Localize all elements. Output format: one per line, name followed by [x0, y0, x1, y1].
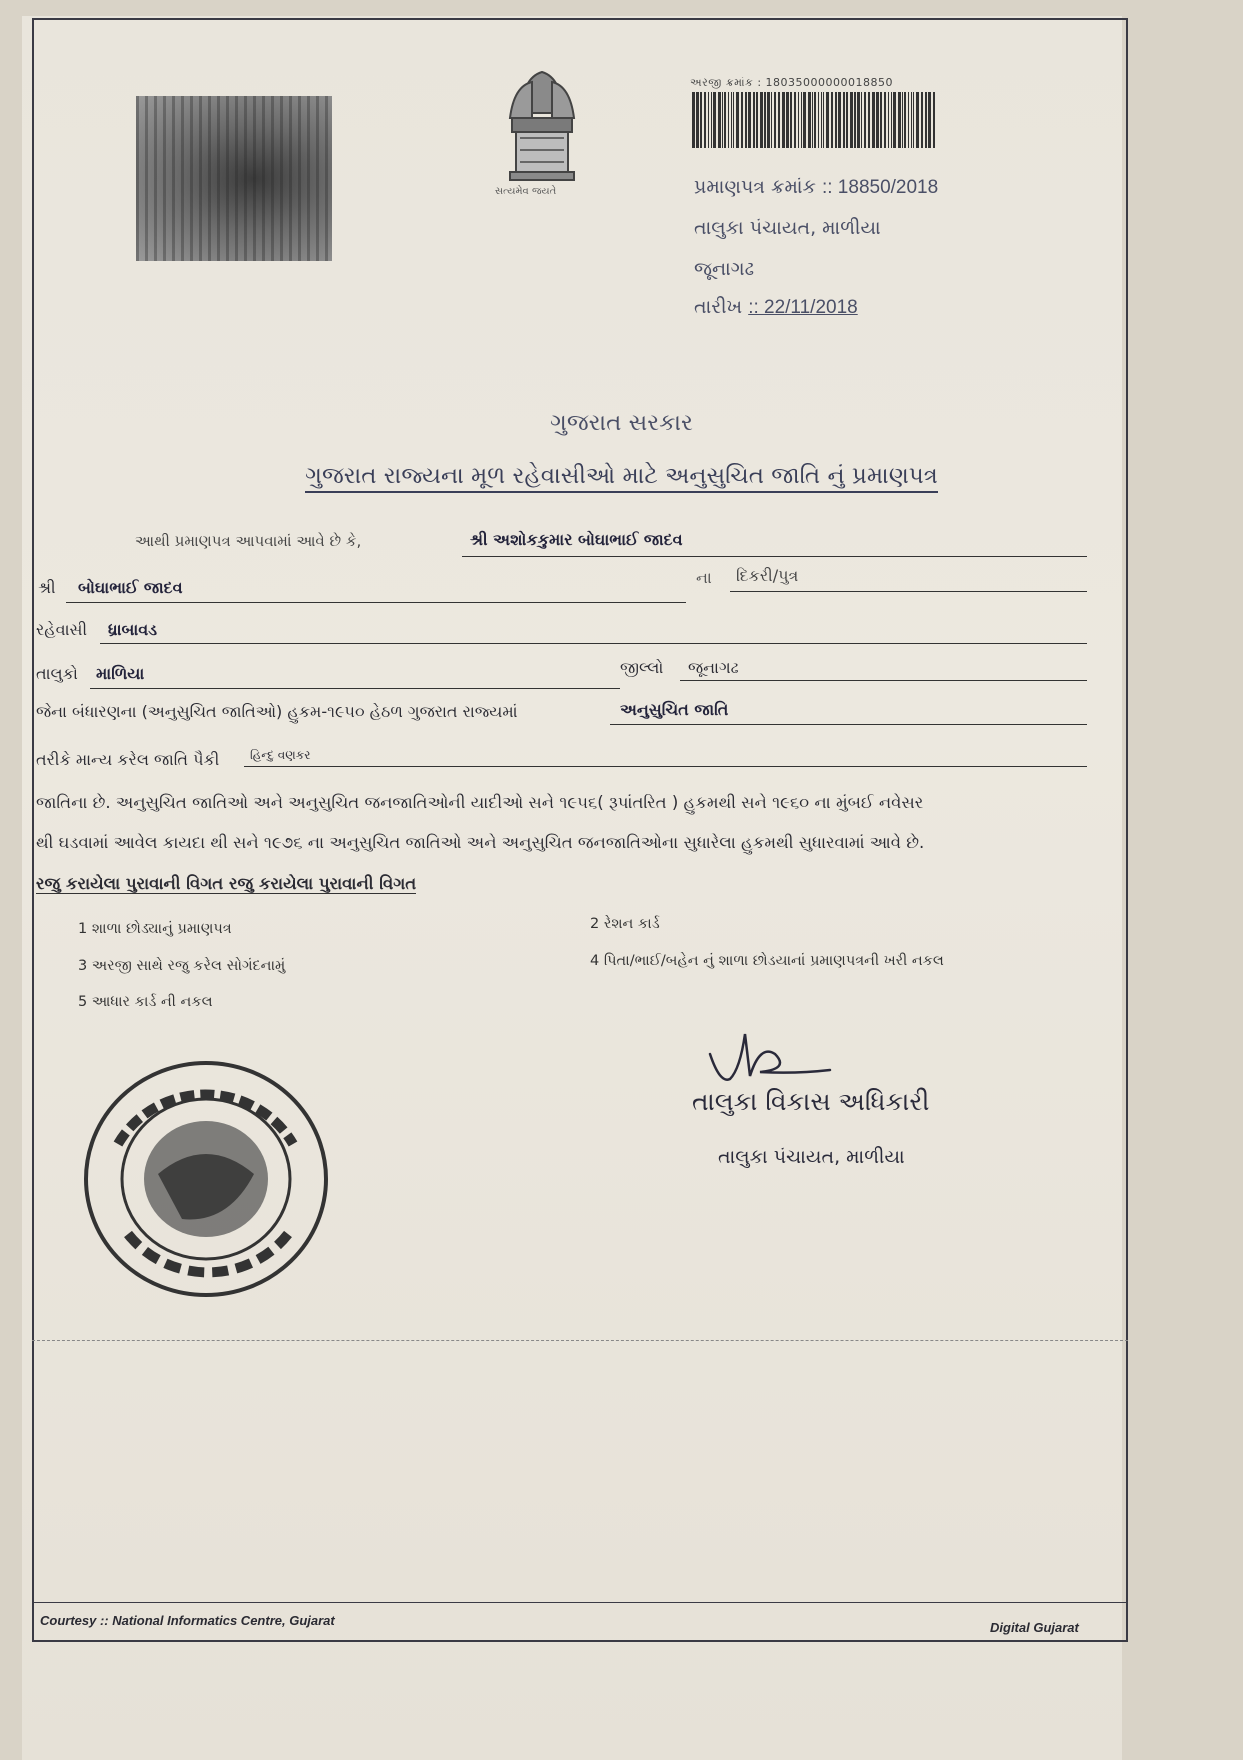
certificate-number-value: :: 18850/2018 — [821, 177, 939, 198]
issue-date — [694, 296, 858, 319]
category-line — [610, 724, 1087, 725]
officer-office: તાલુકા પંચાયત, માળીયા — [718, 1146, 905, 1168]
document-item: 5 આધાર કાર્ડ ની નકલ — [78, 994, 213, 1010]
applicant-photo — [136, 96, 332, 261]
document-item: 4 પિતા/ભાઈ/બહેન નું શાળા છોડયાનાં પ્રમાણપત્રની ખરી નકલ — [590, 953, 944, 969]
relation-value: દિકરી/પુત્ર — [736, 566, 799, 585]
footer-courtesy: Courtesy :: National Informatics Centre, Gujarat — [40, 1613, 335, 1628]
barcode-icon — [690, 92, 936, 148]
certificate-title — [0, 463, 1243, 489]
category-value: અનુસુચિત જાતિ — [620, 700, 729, 719]
taluka-value: માળિયા — [96, 664, 145, 683]
documents-heading — [36, 874, 416, 894]
section-divider — [32, 1340, 1128, 1341]
document-item: 3 અરજી સાથે રજુ કરેલ સોગંદનામું — [78, 958, 286, 974]
certificate-number — [694, 176, 938, 199]
constitution-text: જેના બંધારણના (અનુસુચિત જાતિઓ) હુકમ-૧૯૫૦ હેઠળ ગુજરાત રાજ્યમાં — [36, 702, 518, 721]
issue-date-label: તારીખ — [694, 296, 743, 318]
intro-text: આથી પ્રમાણપત્ર આપવામાં આવે છે કે, — [135, 532, 362, 550]
paragraph-line-1: જાતિના છે. અનુસુચિત જાતિઓ અને અનુસુચિત જનજાતિઓની યાદીઓ સને ૧૯૫૬( રૂપાંતરિત ) હુકમથી સને ૧૯૬૦ ના મુંબઈ નવેસર — [36, 793, 924, 812]
officer-designation: તાલુકા વિકાસ અધિકારી — [692, 1087, 930, 1116]
government-title: ગુજરાત સરકાર — [550, 410, 693, 436]
paragraph-line-2: થી ઘડવામાં આવેલ કાયદા થી સને ૧૯૭૬ ના અનુસુચિત જાતિઓ અને અનુસુચિત જનજાતિઓના સુધારેલા હુકમથી સુધારવામાં આવે છે. — [36, 833, 925, 852]
document-item: 1 શાળા છોડ્યાનું પ્રમાણપત્ર — [78, 921, 232, 937]
barcode-label: અરજી ક્રમાંક : 18035000000018850 — [690, 76, 894, 89]
caste-label: તરીકે માન્ય કરેલ જાતિ પૈકી — [36, 750, 220, 769]
district-label: જીલ્લો — [620, 658, 664, 677]
emblem-caption: સત્યમેવ જયતે — [495, 186, 557, 197]
applicant-line — [462, 556, 1087, 557]
caste-line — [244, 766, 1087, 767]
relation-line — [730, 591, 1087, 592]
official-seal-icon — [78, 1054, 333, 1304]
issue-date-value: :: 22/11/2018 — [748, 297, 858, 318]
resident-value: ધ્રાબાવડ — [108, 620, 158, 639]
resident-line — [100, 643, 1087, 644]
certificate-title-text: ગુજરાત રાજ્યના મૂળ રહેવાસીઓ માટે અનુસુચિત જાતિ નું પ્રમાણપત્ર — [305, 463, 938, 493]
certificate-number-label: પ્રમાણપત્ર ક્રમાંક — [694, 176, 816, 198]
resident-label: રહેવાસી — [36, 620, 88, 639]
document-item: 2 રેશન કાર્ડ — [590, 916, 660, 932]
footer-rule — [32, 1602, 1128, 1603]
issuing-office: તાલુકા પંચાયત, માળીયા — [694, 217, 881, 239]
applicant-name: શ્રી અશોકકુમાર બોઘાભાઈ જાદવ — [470, 530, 683, 549]
caste-value: હિન્દુ વણકર — [250, 748, 311, 762]
taluka-label: તાલુકો — [36, 664, 78, 683]
certificate-frame — [32, 18, 1128, 1642]
shri-label: શ્રી — [38, 578, 56, 597]
father-line — [66, 602, 686, 603]
father-name: બોઘાભાઈ જાદવ — [78, 578, 183, 597]
district-line — [680, 680, 1087, 681]
taluka-line — [90, 688, 620, 689]
na-label: ના — [696, 568, 712, 587]
documents-heading-text: રજુ કરાયેલા પુરાવાની વિગત રજુ કરાયેલા પુરાવાની વિગત — [36, 874, 417, 893]
issuing-district: જૂનાગઢ — [694, 258, 755, 280]
footer-brand: Digital Gujarat — [990, 1620, 1079, 1635]
district-value: જૂનાગઢ — [688, 658, 739, 677]
